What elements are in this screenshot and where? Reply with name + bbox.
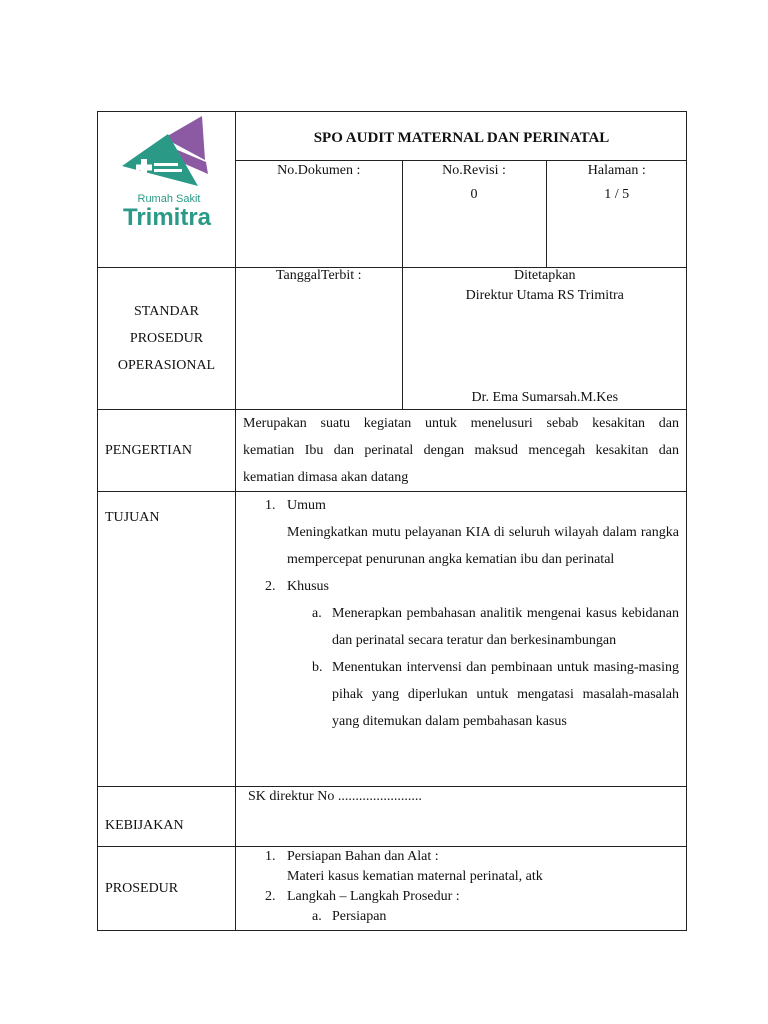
document-title: SPO AUDIT MATERNAL DAN PERINATAL	[236, 112, 687, 161]
tanggal-terbit-cell	[236, 268, 402, 409]
halaman-value: 1 / 5	[604, 187, 630, 202]
tujuan-khusus-title: Khusus	[287, 579, 330, 594]
list-item	[243, 847, 679, 887]
no-revisi-value: 0	[470, 187, 478, 202]
list-item	[243, 573, 679, 600]
direktur-title: Direktur Utama RS Trimitra	[465, 288, 624, 303]
header-info-cell	[236, 112, 687, 268]
prosedur-content	[236, 847, 687, 931]
tujuan-khusus-b: Menentukan intervensi dan pembinaan untuk masing-masing pihak yang diperlukan untuk mengatasi masalah-masalah yang ditemukan dalam pembahasan kasus	[332, 660, 679, 729]
kebijakan-content	[236, 787, 687, 847]
prosedur-item2-title: Langkah – Langkah Prosedur :	[287, 889, 460, 904]
hospital-logo	[98, 112, 235, 232]
list-item	[243, 887, 679, 907]
logo-text-line1: Rumah Sakit	[137, 193, 200, 205]
pengertian-content	[236, 410, 687, 492]
prosedur-item1-title: Persiapan Bahan dan Alat :	[287, 849, 439, 864]
sop-info-cell	[236, 268, 687, 410]
list-marker: a.	[312, 909, 322, 924]
tujuan-khusus-a: Menerapkan pembahasan analitik mengenai kasus kebidanan dan perinatal secara teratur dan berkesinambungan	[332, 606, 679, 648]
pengertian-line2: kematian Ibu dan perinatal dengan maksud mencegah kesakitan dan	[243, 443, 679, 458]
signatory-name: Dr. Ema Sumarsah.M.Kes	[471, 390, 619, 405]
pengertian-label: PENGERTIAN	[98, 410, 236, 492]
halaman-cell	[546, 161, 687, 268]
logo-cell	[98, 112, 236, 268]
list-marker: b.	[312, 660, 323, 675]
halaman-label: Halaman :	[587, 163, 646, 178]
no-revisi-label: No.Revisi :	[442, 163, 506, 178]
ditetapkan-label: Ditetapkan	[514, 268, 576, 283]
pengertian-line1: Merupakan suatu kegiatan untuk menelusuri sebab kesakitan dan	[243, 416, 679, 431]
list-marker: a.	[312, 606, 322, 621]
no-dokumen-label: No.Dokumen :	[277, 163, 361, 178]
pengertian-line3: kematian dimasa akan datang	[243, 470, 409, 485]
list-item	[243, 492, 679, 573]
spo-table	[97, 111, 687, 931]
prosedur-sub-list	[243, 907, 679, 927]
sop-label-line1: STANDAR	[134, 304, 199, 319]
prosedur-sub-a: Persiapan	[332, 909, 387, 924]
tujuan-umum-text: Meningkatkan mutu pelayanan KIA di seluruh wilayah dalam rangka mempercepat penurunan angka kematian ibu dan perinatal	[287, 525, 679, 567]
tujuan-umum-title: Umum	[287, 498, 326, 513]
tanggal-terbit-label: TanggalTerbit :	[275, 268, 362, 283]
list-item	[243, 654, 679, 735]
list-marker: 1.	[265, 498, 276, 513]
list-item	[243, 600, 679, 654]
list-marker: 1.	[265, 849, 276, 864]
logo-text-line2: Trimitra	[122, 204, 211, 231]
no-dokumen-cell	[236, 161, 402, 268]
prosedur-label: PROSEDUR	[98, 847, 236, 931]
tujuan-content	[236, 492, 687, 787]
sop-label-line2: PROSEDUR	[129, 331, 204, 346]
kebijakan-label: KEBIJAKAN	[98, 787, 236, 847]
tujuan-khusus-list	[243, 600, 679, 735]
sop-label-cell	[98, 268, 236, 410]
tujuan-label: TUJUAN	[98, 492, 236, 787]
list-item	[243, 907, 679, 927]
prosedur-list	[243, 847, 679, 907]
ditetapkan-cell	[402, 268, 687, 409]
prosedur-item1-text: Materi kasus kematian maternal perinatal, atk	[287, 869, 543, 884]
tujuan-list	[243, 492, 679, 600]
kebijakan-text: SK direktur No ........................	[248, 789, 422, 804]
list-marker: 2.	[265, 889, 276, 904]
list-marker: 2.	[265, 579, 276, 594]
sop-label-line3: OPERASIONAL	[117, 358, 216, 373]
no-revisi-cell	[402, 161, 546, 268]
